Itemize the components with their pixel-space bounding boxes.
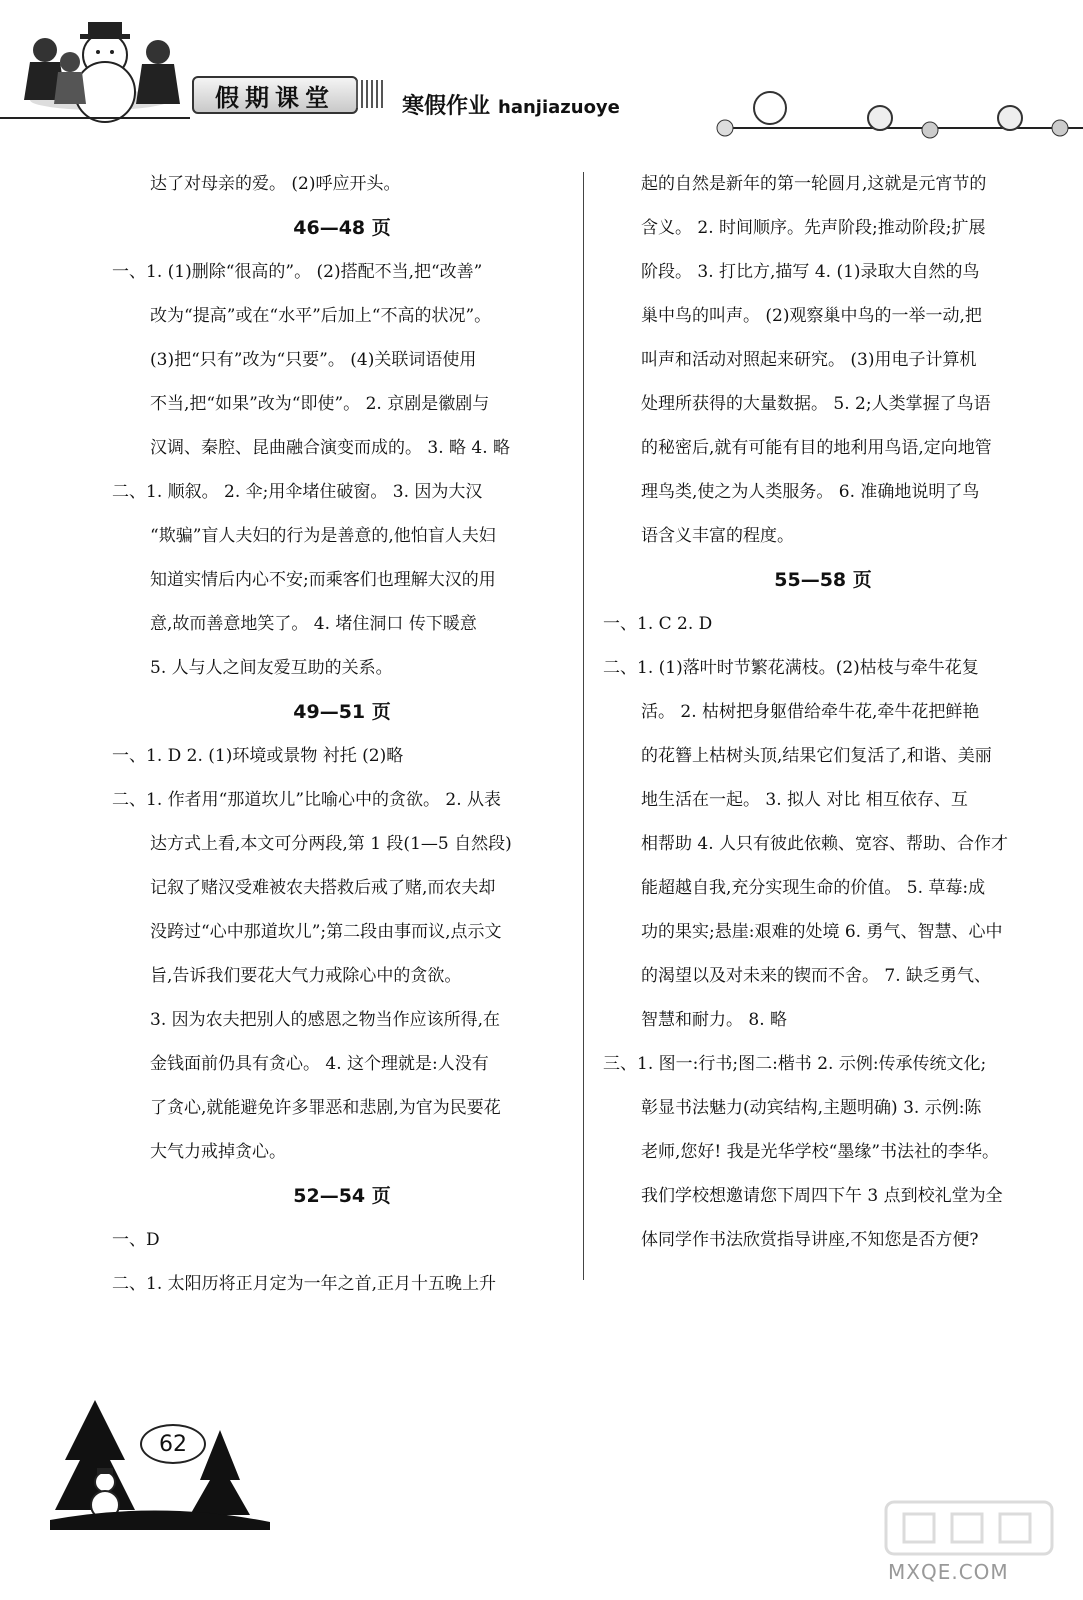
answer-line: 意,故而善意地笑了。 4. 堵住洞口 传下暖意 xyxy=(150,614,477,634)
section-heading: 46—48 页 xyxy=(293,217,391,239)
answer-line: 活。 2. 枯树把身躯借给牵牛花,牵牛花把鲜艳 xyxy=(641,702,980,722)
answer-line: 巢中鸟的叫声。 (2)观察巢中鸟的一举一动,把 xyxy=(641,306,982,326)
answer-line: 旨,告诉我们要花大气力戒除心中的贪欲。 xyxy=(150,966,462,986)
page-number: 62 xyxy=(140,1424,206,1464)
answer-line: 含义。 2. 时间顺序。先声阶段;推动阶段;扩展 xyxy=(641,218,986,238)
answer-line: 没跨过“心中那道坎儿”;第二段由事而议,点示文 xyxy=(150,922,502,942)
answer-line: 彰显书法魅力(动宾结构,主题明确) 3. 示例:陈 xyxy=(641,1098,982,1118)
answer-line: 一、1. D 2. (1)环境或景物 衬托 (2)略 xyxy=(112,746,404,766)
answer-line: 阶段。 3. 打比方,描写 4. (1)录取大自然的鸟 xyxy=(641,262,980,282)
answer-line: 二、1. 作者用“那道坎儿”比喻心中的贪欲。 2. 从表 xyxy=(112,790,502,810)
section-heading: 49—51 页 xyxy=(293,701,391,723)
answer-line: 老师,您好! 我是光华学校“墨缘”书法社的李华。 xyxy=(641,1142,1000,1162)
answer-line: 达方式上看,本文可分两段,第 1 段(1—5 自然段) xyxy=(150,834,512,854)
answer-line: 理鸟类,使之为人类服务。 6. 准确地说明了鸟 xyxy=(641,482,980,502)
section-heading: 52—54 页 xyxy=(293,1185,391,1207)
answer-line: 改为“提高”或在“水平”后加上“不高的状况”。 xyxy=(150,306,492,326)
answer-line: 叫声和活动对照起来研究。 (3)用电子计算机 xyxy=(641,350,977,370)
answer-line: 二、1. 太阳历将正月定为一年之首,正月十五晚上升 xyxy=(112,1274,497,1294)
brand-stripes xyxy=(356,80,384,108)
answer-line: 我们学校想邀请您下周四下午 3 点到校礼堂为全 xyxy=(641,1186,1003,1206)
answer-line: 地生活在一起。 3. 拟人 对比 相互依存、互 xyxy=(641,790,968,810)
snowman-children-icon xyxy=(24,22,180,122)
section-heading: 55—58 页 xyxy=(774,569,872,591)
answer-line: 的秘密后,就有可能有目的地利用鸟语,定向地管 xyxy=(641,438,992,458)
answer-line: 知道实情后内心不安;而乘客们也理解大汉的用 xyxy=(150,570,496,590)
answer-line: 语含义丰富的程度。 xyxy=(641,526,794,546)
answer-line: 处理所获得的大量数据。 5. 2;人类掌握了鸟语 xyxy=(641,394,991,414)
answer-line: 一、1. C 2. D xyxy=(603,614,713,634)
answer-line: 能超越自我,充分实现生命的价值。 5. 草莓:成 xyxy=(641,878,986,898)
answer-line: 5. 人与人之间友爱互助的关系。 xyxy=(150,658,393,678)
answer-line: 起的自然是新年的第一轮圆月,这就是元宵节的 xyxy=(641,174,987,194)
answer-line: 汉调、秦腔、昆曲融合演变而成的。 3. 略 4. 略 xyxy=(150,438,511,458)
answer-line: 不当,把“如果”改为“即使”。 2. 京剧是徽剧与 xyxy=(150,394,490,414)
answer-line: 的渴望以及对未来的锲而不舍。 7. 缺乏勇气、 xyxy=(641,966,992,986)
answer-line: 大气力戒掉贪心。 xyxy=(150,1142,286,1162)
answer-line: 二、1. (1)落叶时节繁花满枝。(2)枯枝与牵牛花复 xyxy=(603,658,979,678)
answer-line: 达了对母亲的爱。 (2)呼应开头。 xyxy=(150,174,401,194)
answer-line: 二、1. 顺叙。 2. 伞;用伞堵住破窗。 3. 因为大汉 xyxy=(112,482,483,502)
answer-line: “欺骗”盲人夫妇的行为是善意的,他怕盲人夫妇 xyxy=(150,526,496,546)
answer-line: 3. 因为农夫把别人的感恩之物当作应该所得,在 xyxy=(150,1010,501,1030)
answer-line: 记叙了赌汉受难被农夫搭救后戒了赌,而农夫却 xyxy=(150,878,496,898)
answer-line: 相帮助 4. 人只有彼此依赖、宽容、帮助、合作才 xyxy=(641,834,1009,854)
answer-line: 一、1. (1)删除“很高的”。 (2)搭配不当,把“改善” xyxy=(112,262,483,282)
answer-line: 体同学作书法欣赏指导讲座,不知您是否方便? xyxy=(641,1230,979,1250)
answer-line: (3)把“只有”改为“只要”。 (4)关联词语使用 xyxy=(150,350,477,370)
subtitle-pinyin: hanjiazuoye xyxy=(498,97,620,118)
subtitle-text: 寒假作业 xyxy=(402,94,491,119)
right-column xyxy=(603,162,1043,1262)
brand-title: 假期课堂 xyxy=(192,76,358,114)
answer-line: 智慧和耐力。 8. 略 xyxy=(641,1010,788,1030)
ornament-balls-icon xyxy=(717,92,1083,138)
header-illustration xyxy=(0,0,1083,150)
answer-line: 功的果实;悬崖:艰难的处境 6. 勇气、智慧、心中 xyxy=(641,922,1003,942)
answer-line: 金钱面前仍具有贪心。 4. 这个理就是:人没有 xyxy=(150,1054,489,1074)
header-subtitle xyxy=(402,89,620,120)
page-header xyxy=(0,0,1083,150)
watermark-url: MXQE.COM xyxy=(888,1560,1009,1584)
left-column xyxy=(112,162,572,1306)
answer-line: 的花簪上枯树头顶,结果它们复活了,和谐、美丽 xyxy=(641,746,992,766)
column-divider xyxy=(583,172,584,1280)
answer-line: 一、D xyxy=(112,1230,160,1250)
answer-line: 了贪心,就能避免许多罪恶和悲剧,为官为民要花 xyxy=(150,1098,501,1118)
answer-line: 三、1. 图一:行书;图二:楷书 2. 示例:传承传统文化; xyxy=(603,1054,987,1074)
